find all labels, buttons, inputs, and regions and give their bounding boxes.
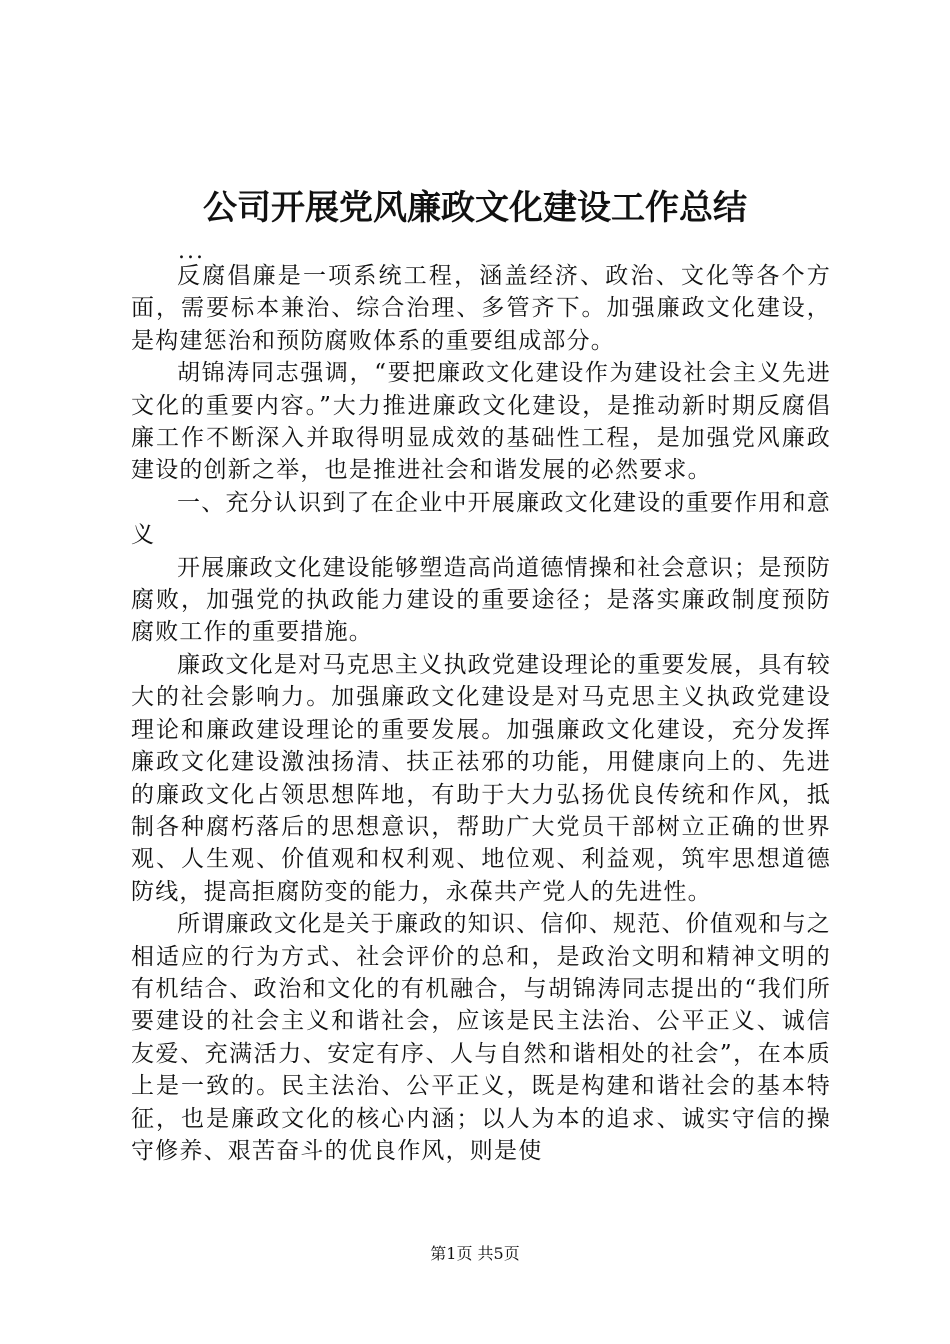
section-heading: 一、充分认识到了在企业中开展廉政文化建设的重要作用和意义 <box>131 489 831 549</box>
paragraph: 反腐倡廉是一项系统工程，涵盖经济、政治、文化等各个方面，需要标本兼治、综合治理、多管齐下。加强廉政文化建设，是构建惩治和预防腐败体系的重要组成部分。 <box>131 263 831 354</box>
ellipsis-marker: ... <box>178 239 205 264</box>
document-body <box>131 260 831 1167</box>
document-title: 公司开展党风廉政文化建设工作总结 <box>203 188 747 228</box>
paragraph: 廉政文化是对马克思主义执政党建设理论的重要发展，具有较大的社会影响力。加强廉政文化建设是对马克思主义执政党建设理论和廉政建设理论的重要发展。加强廉政文化建设，充分发挥廉政文化建设激浊扬清、扶正祛邪的功能，用健康向上的、先进的廉政文化占领思想阵地，有助于大力弘扬优良传统和作风，抵制各种腐朽落后的思想意识，帮助广大党员干部树立正确的世界观、人生观、价值观和权利观、地位观、利益观，筑牢思想道德防线，提高拒腐防变的能力，永葆共产党人的先进性。 <box>131 651 831 905</box>
paragraph: 胡锦涛同志强调，“要把廉政文化建设作为建设社会主义先进文化的重要内容。”大力推进廉政文化建设，是推动新时期反腐倡廉工作不断深入并取得明显成效的基础性工程，是加强党风廉政建设的创新之举，也是推进社会和谐发展的必然要求。 <box>131 360 831 484</box>
page-footer: 第1页 共5页 <box>430 1244 520 1263</box>
paragraph: 开展廉政文化建设能够塑造高尚道德情操和社会意识；是预防腐败，加强党的执政能力建设的重要途径；是落实廉政制度预防腐败工作的重要措施。 <box>131 554 831 646</box>
paragraph: 所谓廉政文化是关于廉政的知识、信仰、规范、价值观和与之相适应的行为方式、社会评价的总和，是政治文明和精神文明的有机结合、政治和文化的有机融合，与胡锦涛同志提出的“我们所要建设的社会主义和谐社会，应该是民主法治、公平正义、诚信友爱、充满活力、安定有序、人与自然和谐相处的社会”，在本质上是一致的。民主法治、公平正义，既是构建和谐社会的基本特征，也是廉政文化的核心内涵；以人为本的追求、诚实守信的操守修养、艰苦奋斗的优良作风，则是使 <box>131 911 831 1164</box>
